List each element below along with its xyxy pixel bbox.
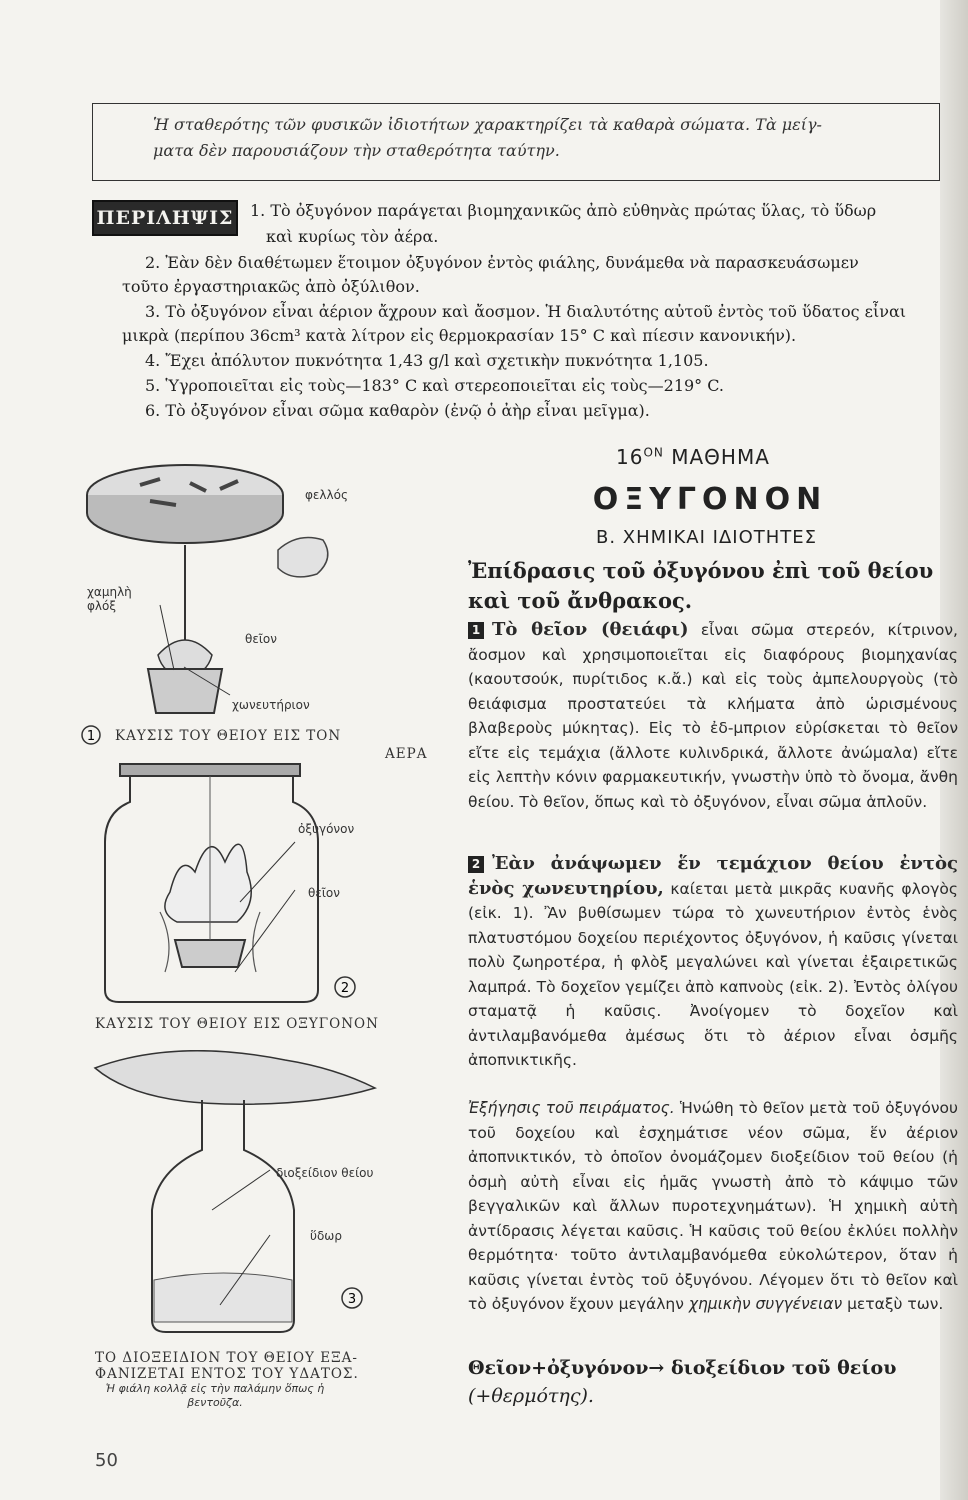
fig2-label-oxygen: ὀξυγόνον <box>298 822 355 836</box>
lesson-number: 16 <box>616 445 644 469</box>
paragraph-1-lead: Τὸ θεῖον (θειάφι) <box>492 619 689 640</box>
summary-tag: ΠΕΡΙΛΗΨΙΣ <box>92 200 238 236</box>
summary-item-3b: μικρὰ (περίπου 36cm³ κατὰ λίτρον εἰς θερμοκρασίαν 15° C καὶ πίεσιν κανονικήν). <box>122 326 797 345</box>
fig3-caption-line1: ΤΟ ΔΙΟΞΕΙΔΙΟΝ ΤΟΥ ΘΕΙΟΥ ΕΞΑ- <box>95 1350 358 1366</box>
paragraph-1 <box>468 618 958 814</box>
summary-item-3: 3. Τὸ ὀξυγόνον εἶναι ἀέριον ἄχρουν καὶ ἄοσμον. Ἡ διαλυτότης αὐτοῦ ἐντὸς τοῦ ὕδατος εἶναι <box>145 302 907 321</box>
formula-note: (+θερμότης). <box>468 1385 594 1407</box>
fig2-label-sulfur: θεῖον <box>308 886 340 900</box>
summary-item-1: 1. Τὸ ὀξυγόνον παράγεται βιομηχανικῶς ἀπὸ εὐθηνὰς πρώτας ὕλας, τὸ ὕδωρ <box>250 201 877 220</box>
paragraph-3-tail: μεταξὺ των. <box>842 1295 944 1313</box>
paragraph-3-text: Ἡνώθη τὸ θεῖον μετὰ τοῦ ὀξυγόνου τοῦ δοχείου καὶ ἐσχημάτισε νέον σῶμα, ἕν ἀέριον ἀποπνικτικόν, τὸ ὁποῖον ὀνομάζομεν διοξείδιον τοῦ θείου (ἡ ὀσμὴ αὐτὴ εἶναι εἰς ἡμᾶς γνωστὴ ἀπὸ τὸ κάψιμο τῶν βεγγαλικῶν καὶ ἄλλων πυροτεχνημάτων). Ἡ χημικὴ αὐτὴ ἀντίδρασις λέγεται καῦσις. Ἡ καῦσις τοῦ θείου ἐκλύει πολλὴν θερμότητα· τοῦτο ἀντιλαμβανόμεθα εὐκολώτερον, ὅταν ἡ καῦσις γίνεται ἐντὸς τοῦ ὀξυγόνου. Λέγομεν ὅτι τὸ θεῖον καὶ τὸ ὀξυγόνον ἔχουν μεγάλην <box>468 1099 959 1313</box>
summary-item-2b: τοῦτο ἐργαστηριακῶς ἀπὸ ὀξύλιθον. <box>122 277 420 296</box>
paragraph-2-lead: Ἐὰν ἀνάψωμεν ἕν τεμάχιον θείου ἐντὸς ἑνὸς χωνευτηρίου, <box>468 853 958 899</box>
note-line-1: Ἡ σταθερότης τῶν φυσικῶν ἰδιοτήτων χαρακτηρίζει τὰ καθαρὰ σώματα. Τὰ μείγ- <box>153 115 822 134</box>
fig1-label-flame: χαμηλὴ φλόξ <box>87 585 132 613</box>
section-subtitle: Β. ΧΗΜΙΚΑΙ ΙΔΙΟΤΗΤΕΣ <box>596 527 818 548</box>
paragraph-3-italic: χημικὴν συγγένειαν <box>688 1295 843 1313</box>
summary-item-6: 6. Τὸ ὀξυγόνον εἶναι σῶμα καθαρὸν (ἐνῷ ὁ ἀὴρ εἶναι μεῖγμα). <box>145 401 650 420</box>
fig1-num: 1 <box>86 729 96 744</box>
fig3-num: 3 <box>347 1292 357 1307</box>
fig1-caption-line2: ΑΕΡΑ <box>385 746 428 762</box>
summary-item-2: 2. Ἐὰν δὲν διαθέτωμεν ἕτοιμον ὀξυγόνον ἐντὸς φιάλης, δυνάμεθα νὰ παρασκευάσωμεν <box>145 253 859 272</box>
figure-3 <box>90 1050 380 1345</box>
paragraph-3-lead: Ἐξήγησις τοῦ πειράματος. <box>468 1099 675 1117</box>
fig2-num: 2 <box>340 981 350 996</box>
reaction-formula <box>468 1354 958 1410</box>
formula-text: Θεῖον+ὀξυγόνον→ διοξείδιον τοῦ θείου <box>468 1357 897 1379</box>
lesson-label <box>616 445 770 469</box>
page-number: 50 <box>95 1450 118 1471</box>
lesson-word: ΜΑΘΗΜΑ <box>671 445 770 469</box>
note-line-2: ματα δὲν παρουσιάζουν τὴν σταθερότητα ταύτην. <box>153 141 560 160</box>
fig1-label-sulfur: θεῖον <box>245 632 277 646</box>
paragraph-1-text: εἶναι σῶμα στερεόν, κίτρινον, ἄοσμον καὶ χρησιμοποιεῖται εἰς διαφόρους βιομηχανίας (καουτσούκ, πυρίτιδος κ.ἄ.) καὶ εἰς τοὺς ἀμπελουργοὺς (τὸ θειάφισμα προστατεύει τὰ κλήματα ἀπὸ ὡρισμένους βλαβεροὺς μύκητας). Εἰς τὸ ἐδ-μπριον εὑρίσκεται τὸ θεῖον εἴτε εἰς τεμάχια (ἄλλοτε κυλινδρικά, ἄλλοτε ἀνώμαλα) εἴτε εἰς λεπτὴν κόνιν φαρμακευτικήν, γνωστὴν ὑπὸ τὸ ὄνομα, ἄνθη θείου. Τὸ θεῖον, ὅπως καὶ τὸ ὀξυγόνον, εἶναι σῶμα ἁπλοῦν. <box>468 621 958 811</box>
section-heading: Ἐπίδρασις τοῦ ὀξυγόνου ἐπὶ τοῦ θείου καὶ τοῦ ἄνθρακος. <box>468 558 934 613</box>
fig1-caption-line1: ΚΑΥΣΙΣ ΤΟΥ ΘΕΙΟΥ ΕΙΣ ΤΟΝ <box>115 728 342 744</box>
paragraph-3 <box>468 1096 958 1317</box>
summary-item-4: 4. Ἔχει ἀπόλυτον πυκνότητα 1,43 g/l καὶ σχετικὴν πυκνότητα 1,105. <box>145 351 709 370</box>
paragraph-2-text: καίεται μετὰ μικρᾶς κυανῆς φλογὸς (εἰκ. 1). Ἂν βυθίσωμεν τώρα τὸ χωνευτήριον ἐντὸς ἑνὸς πλατυστόμου δοχείου περιέχοντος ὀξυγόνον, ἡ καῦσις γίνεται πολὺ ζωηροτέρα, ἡ φλὸξ μεγαλώνει καὶ γίνεται ἐξαιρετικῶς λαμπρά. Τὸ δοχεῖον γεμίζει ἀπὸ καπνοὺς (εἰκ. 2). Ἐντὸς ὀλίγου σταματᾷ ἡ καῦσις. Ἀνοίγομεν τὸ δοχεῖον καὶ ἀντιλαμβανόμεθα ἀμέσως ὅτι τὸ ἀέριον εἶναι ὀσμῆς ἀποπνικτικῆς. <box>468 879 959 1069</box>
fig2-caption: ΚΑΥΣΙΣ ΤΟΥ ΘΕΙΟΥ ΕΙΣ ΟΞΥΓΟΝΟΝ <box>95 1016 379 1032</box>
paragraph-1-number: 1 <box>468 622 484 639</box>
summary-item-1b: καὶ κυρίως τὸν ἀέρα. <box>266 227 439 246</box>
fig3-label-dioxide: διοξείδιον θείου <box>276 1166 374 1180</box>
fig3-label-water: ὕδωρ <box>310 1229 342 1243</box>
lesson-suffix: ΟΝ <box>643 445 664 460</box>
fig1-label-cork: φελλός <box>305 488 348 502</box>
note-box <box>92 103 940 181</box>
paragraph-2 <box>468 852 958 1073</box>
fig3-caption-line3: Ἡ φιάλη κολλᾷ εἰς τὴν παλάμην ὅπως ἡ βεντοῦζα. <box>105 1382 325 1409</box>
fig1-label-crucible: χωνευτήριον <box>232 698 310 712</box>
summary-item-5: 5. Ὑγροποιεῖται εἰς τοὺς—183° C καὶ στερεοποιεῖται εἰς τοὺς—219° C. <box>145 376 725 395</box>
page-title: ΟΞΥΓΟΝΟΝ <box>592 482 828 517</box>
paragraph-2-number: 2 <box>468 856 484 873</box>
fig3-caption-line2: ΦΑΝΙΖΕΤΑΙ ΕΝΤΟΣ ΤΟΥ ΥΔΑΤΟΣ. <box>95 1366 359 1382</box>
